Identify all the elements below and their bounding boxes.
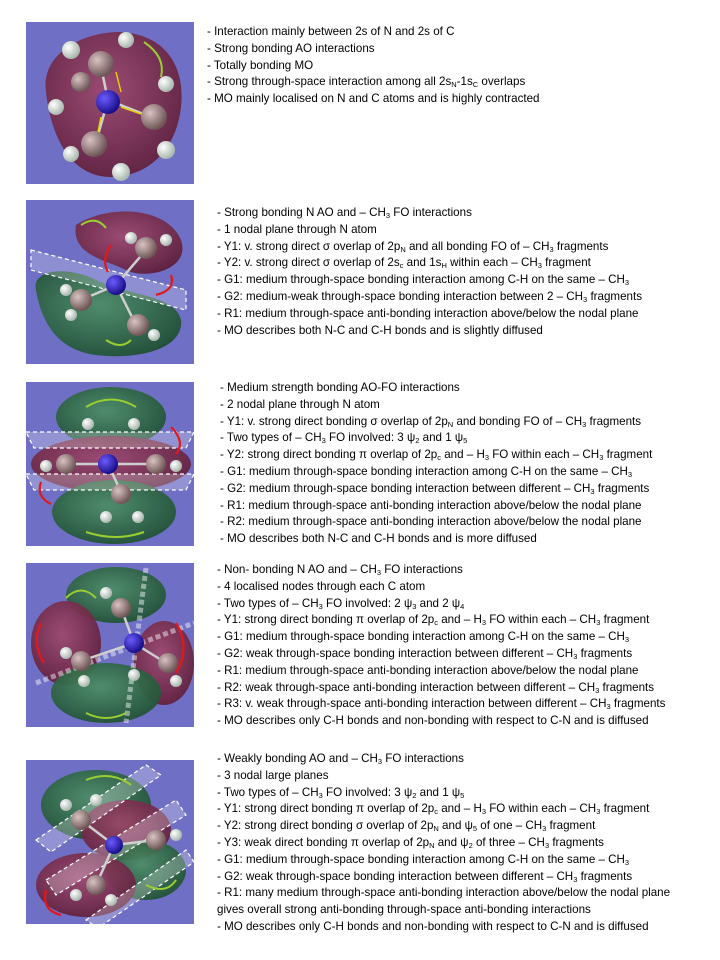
note-line: - R2: weak through-space anti-bonding interaction between different – $CH_3$ fragments [217, 680, 655, 695]
hydrogen-atom [128, 418, 140, 430]
note-line: - MO mainly localised on N and C atoms and is highly contracted [207, 92, 540, 106]
hydrogen-atom [148, 329, 160, 341]
notes-block-2 [217, 205, 642, 339]
note-line: - R2: medium through-space anti-bonding interaction above/below the nodal plane [220, 515, 642, 529]
hydrogen-atom [60, 799, 72, 811]
carbon-atom [70, 289, 92, 311]
nitrogen-atom [106, 275, 126, 295]
notes-block-5 [217, 751, 670, 936]
hydrogen-atom [125, 232, 137, 244]
note-line: - Two types of – $CH_3$ FO involved: 3 $\psi_2$ and 1 $\psi_5$ [217, 785, 465, 800]
note-line: - 1 nodal plane through N atom [217, 222, 377, 236]
note-line: gives overall strong anti-bonding through-space anti-bonding interactions [217, 903, 591, 917]
note-line: - Y1: v. strong direct bonding σ overlap of $2p_N$ and bonding FO of – $CH_3$ fragments [220, 414, 642, 429]
note-line: - G1: medium through-space bonding interaction among C-H on the same – $CH_3$ [220, 464, 633, 479]
hydrogen-atom [78, 675, 90, 687]
note-line: - Y1: strong direct bonding π overlap of $2p_c$ and – $H_3$ FO within each – $CH_3$ fragment [217, 613, 650, 628]
hydrogen-atom [70, 889, 82, 901]
note-line: - R1: many medium through-space anti-bonding interaction above/below the nodal plane [217, 886, 671, 900]
note-line: - 4 localised nodes through each C atom [217, 579, 426, 593]
hydrogen-atom [100, 587, 112, 599]
note-line: - G2: weak through-space bonding interaction between different – $CH_3$ fragments [217, 869, 633, 884]
mo-render-4 [26, 563, 194, 727]
carbon-atom [146, 830, 166, 850]
note-line: - MO describes both N-C and C-H bonds and is more diffused [220, 532, 537, 546]
hydrogen-atom [62, 41, 80, 59]
note-line: - R3: v. weak through-space anti-bonding interaction between different – $CH_3$ fragments [217, 697, 666, 712]
hydrogen-atom [132, 511, 144, 523]
note-line: - Two types of – $CH_3$ FO involved: 3 $\psi_2$ and 1 $\psi_5$ [220, 431, 468, 446]
carbon-atom [71, 651, 91, 671]
hydrogen-atom [170, 460, 182, 472]
hydrogen-atom [118, 32, 134, 48]
note-line: - MO describes only C-H bonds and non-bonding with respect to C-N and is diffused [217, 714, 649, 728]
note-line: - R1: medium through-space anti-bonding interaction above/below the nodal plane [220, 498, 642, 512]
note-line: - Y3: weak direct bonding π overlap of $2p_N$ and $\psi_2$ of three – $CH_3$ fragments [217, 835, 604, 850]
note-line: - G1: medium through-space bonding interaction among C-H on the same – $CH_3$ [217, 852, 630, 867]
hydrogen-atom [40, 460, 52, 472]
hydrogen-atom [170, 829, 182, 841]
hydrogen-atom [60, 284, 72, 296]
note-line: - Totally bonding MO [207, 58, 314, 72]
note-line: - Non- bonding N AO and – $CH_3$ FO interactions [217, 563, 463, 577]
carbon-atom [111, 484, 131, 504]
carbon-atom [158, 653, 178, 673]
hydrogen-atom [100, 511, 112, 523]
mo-image-4 [26, 563, 194, 727]
note-line: - 2 nodal plane through N atom [220, 397, 380, 411]
hydrogen-atom [105, 894, 117, 906]
hydrogen-atom [48, 99, 64, 115]
notes-block-4 [217, 562, 665, 730]
hydrogen-atom [112, 163, 130, 181]
carbon-atom [71, 810, 91, 830]
hydrogen-atom [158, 76, 174, 92]
note-line: - Strong bonding AO interactions [207, 41, 375, 55]
note-line: - R1: medium through-space anti-bonding interaction above/below the nodal plane [217, 306, 639, 320]
note-line: - R1: medium through-space anti-bonding interaction above/below the nodal plane [217, 663, 639, 677]
notes-block-3 [220, 380, 652, 548]
mo-render-2 [26, 200, 194, 364]
nodal-plane [26, 432, 194, 448]
mo-render-5 [26, 760, 194, 924]
note-line: - G2: weak through-space bonding interaction between different – $CH_3$ fragments [217, 646, 633, 661]
carbon-atom [111, 598, 131, 618]
note-line: - MO describes both N-C and C-H bonds and is slightly diffused [217, 323, 543, 337]
note-line: - G2: medium through-space bonding interaction between different – $CH_3$ fragments [220, 481, 650, 496]
hydrogen-atom [63, 146, 79, 162]
note-line: - Y2: strong direct bonding σ overlap of $2p_N$ and $\psi_5$ of one – $CH_3$ fragment [217, 819, 596, 834]
note-line: - 3 nodal large planes [217, 768, 329, 782]
hydrogen-atom [82, 418, 94, 430]
carbon-atom [88, 51, 114, 77]
carbon-atom [81, 131, 107, 157]
carbon-atom [71, 72, 91, 92]
mo-render-1 [26, 22, 194, 184]
hydrogen-atom [65, 309, 77, 321]
nodal-plane [26, 474, 194, 490]
hydrogen-atom [128, 669, 140, 681]
note-line: - Strong through-space interaction among all $2s_N-1s_C$ overlaps [207, 75, 526, 90]
note-line: - G1: medium through-space bonding interaction among C-H on the same – $CH_3$ [217, 630, 630, 645]
note-line: - Interaction mainly between 2s of N and 2s of C [207, 25, 455, 38]
hydrogen-atom [157, 141, 175, 159]
note-line: - Two types of – $CH_3$ FO involved: 2 $\psi_3$ and 2 $\psi_4$ [217, 596, 465, 611]
mo-image-1 [26, 22, 194, 184]
mo-image-3 [26, 382, 194, 546]
note-line: - Y1: v. strong direct σ overlap of $2p_N$ and all bonding FO of – $CH_3$ fragments [217, 239, 609, 254]
hydrogen-atom [170, 675, 182, 687]
note-line: - G2: medium-weak through-space bonding interaction between $2 - CH_3$ fragments [217, 289, 642, 304]
nitrogen-atom [124, 633, 144, 653]
nitrogen-atom [105, 836, 123, 854]
note-line: - Y1: strong direct bonding π overlap of $2p_c$ and – $H_3$ FO within each – $CH_3$ fragment [217, 802, 650, 817]
mo-render-3 [26, 382, 194, 546]
mo-image-2 [26, 200, 194, 364]
note-line: - Strong bonding N AO and – $CH_3$ FO interactions [217, 206, 472, 220]
carbon-atom [146, 454, 166, 474]
nitrogen-atom [96, 90, 120, 114]
carbon-atom [56, 454, 76, 474]
note-line: - G1: medium through-space bonding interaction among C-H on the same – $CH_3$ [217, 273, 630, 288]
carbon-atom [141, 104, 167, 130]
mo-image-5 [26, 760, 194, 924]
carbon-atom [127, 314, 149, 336]
note-line: - Y2: strong direct bonding π overlap of $2p_c$ and – $H_3$ FO within each – $CH_3$ fragment [220, 448, 653, 463]
carbon-atom [135, 237, 157, 259]
nitrogen-atom [98, 454, 118, 474]
carbon-atom [86, 875, 106, 895]
note-line: - Medium strength bonding AO-FO interactions [220, 381, 460, 394]
notes-block-1 [207, 24, 540, 108]
note-line: - MO describes only C-H bonds and non-bonding with respect to C-N and is diffused [217, 919, 649, 933]
hydrogen-atom [90, 794, 102, 806]
hydrogen-atom [60, 647, 72, 659]
note-line: - Weakly bonding AO and – $CH_3$ FO interactions [217, 752, 464, 766]
hydrogen-atom [160, 234, 172, 246]
note-line: - Y2: v. strong direct σ overlap of $2s_c$ and $1s_H$ within each – $CH_3$ fragment [217, 256, 591, 271]
